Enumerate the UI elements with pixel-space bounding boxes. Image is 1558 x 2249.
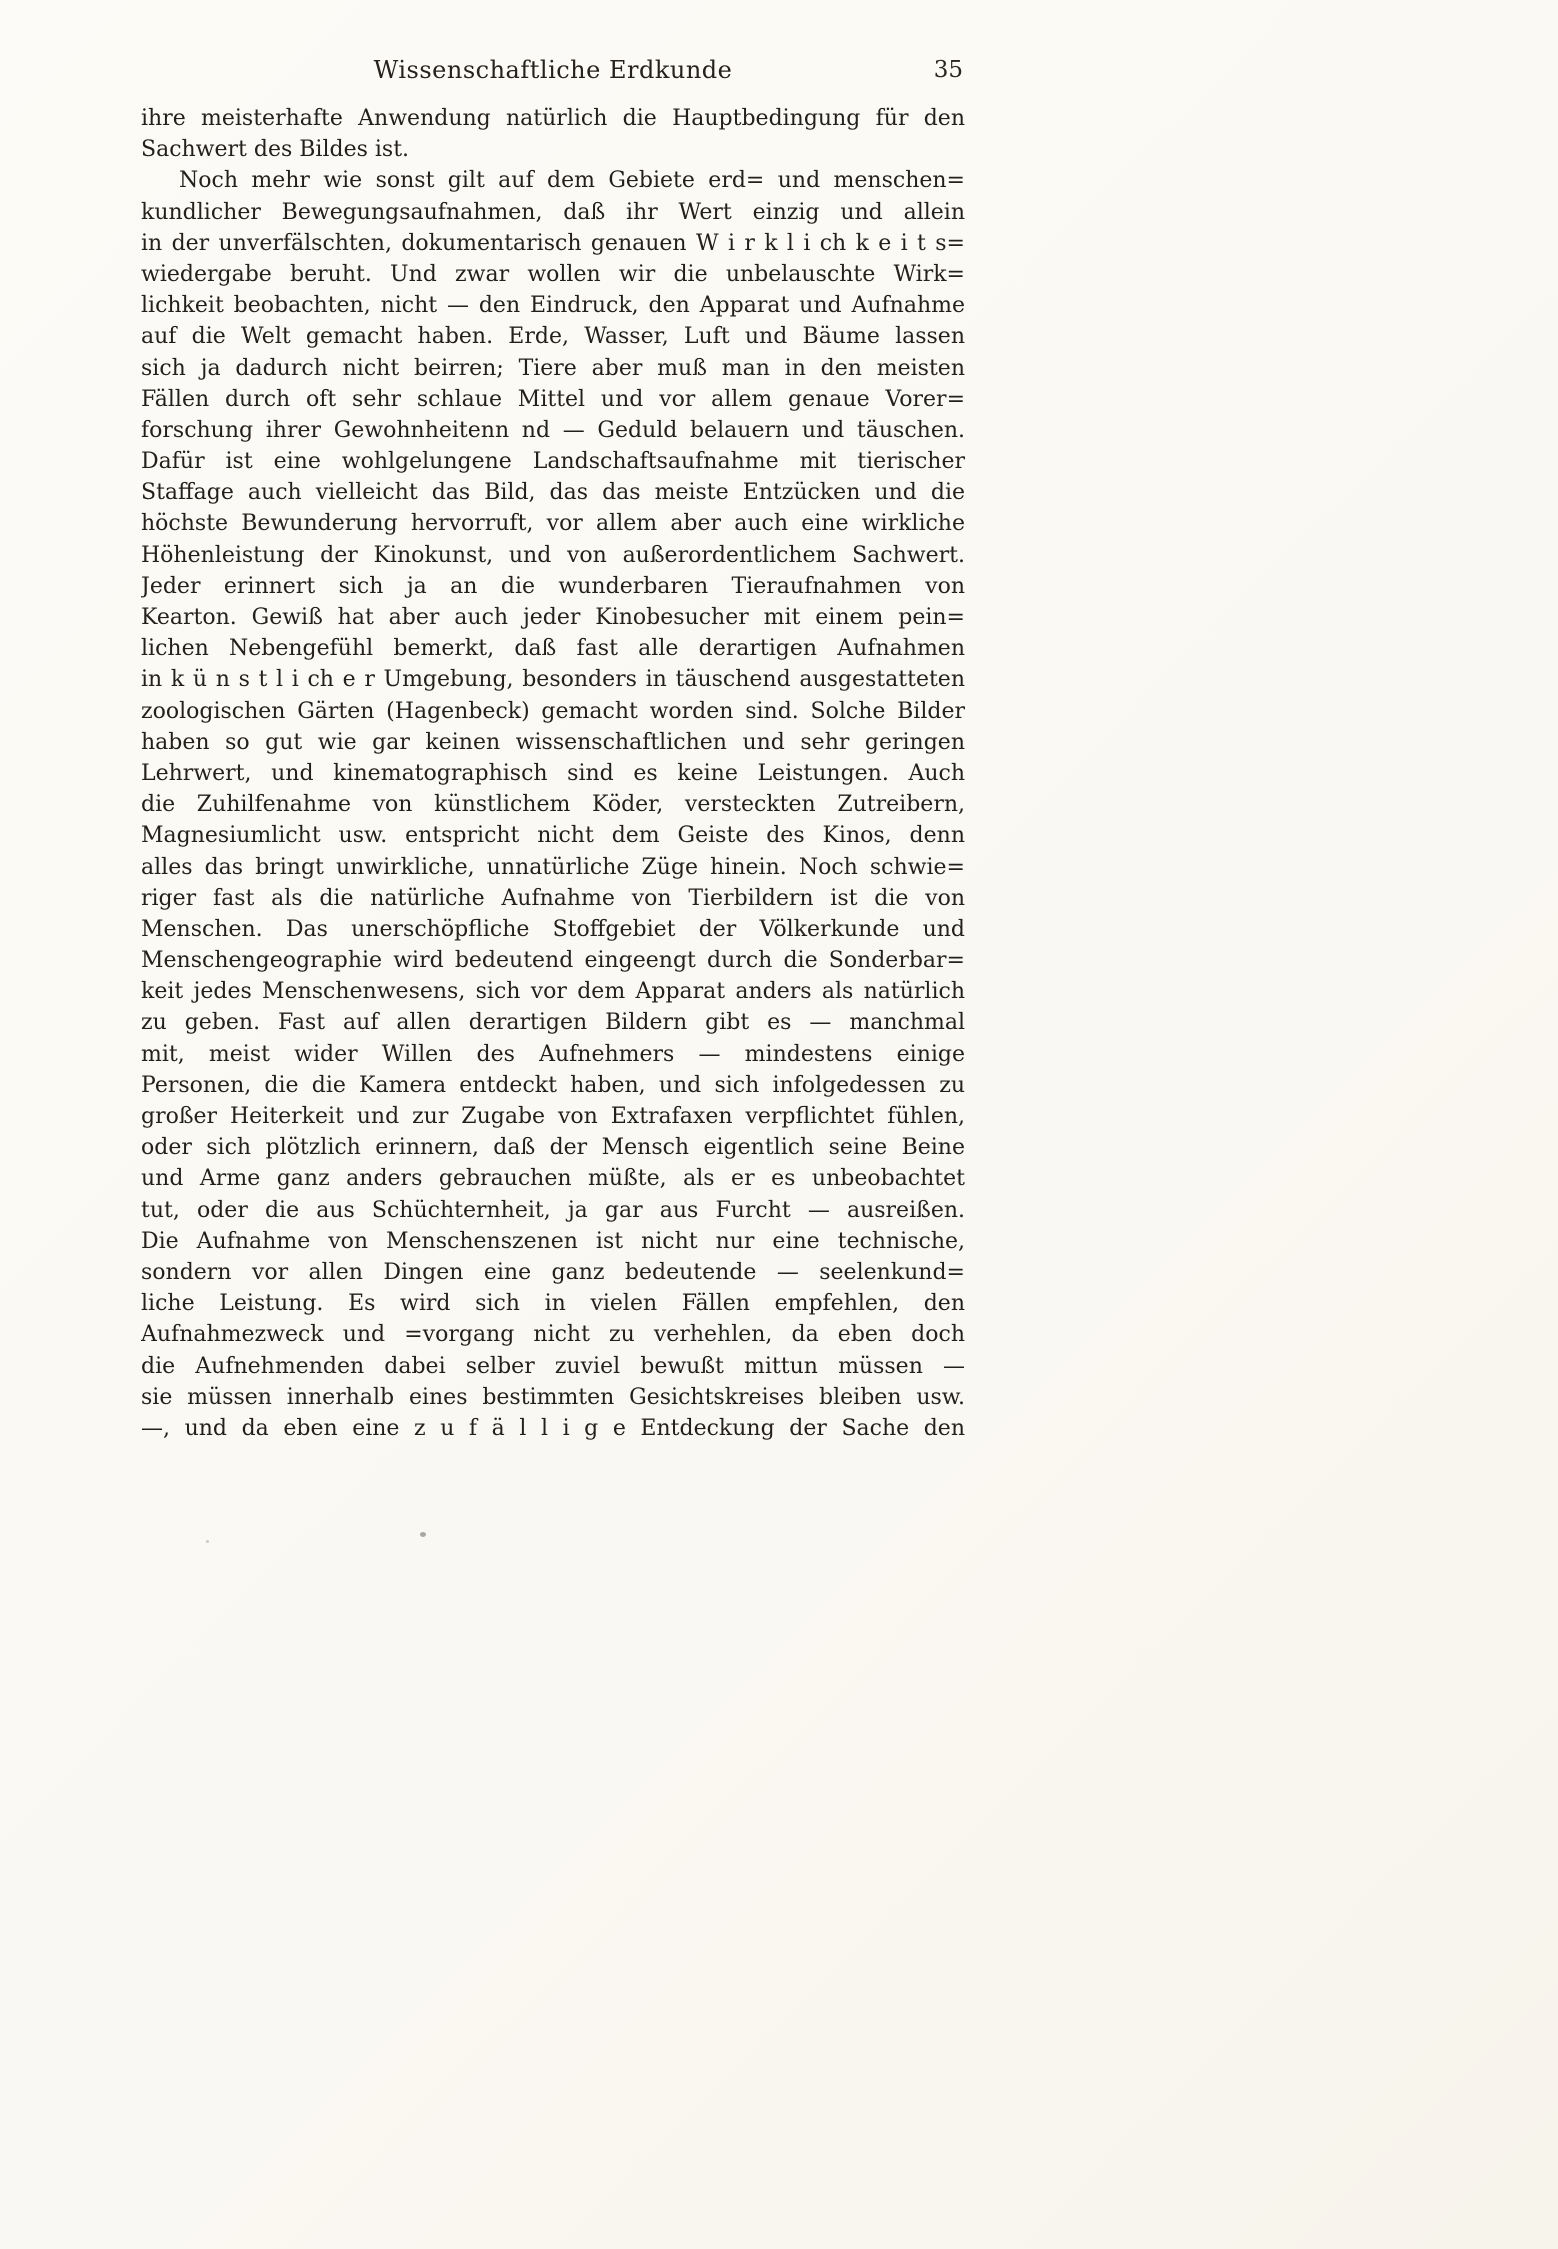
text-line: und Arme ganz anders gebrauchen müßte, als er es unbeobachtet <box>141 1166 965 1192</box>
text-line: forschung ihrer Gewohnheitenn nd — Geduld belauern und täuschen. <box>141 417 965 443</box>
text-line: lichen Nebengefühl bemerkt, daß fast alle derartigen Aufnahmen <box>141 636 965 662</box>
text-line: Jeder erinnert sich ja an die wunderbaren Tieraufnahmen von <box>141 573 965 599</box>
text-line: sich ja dadurch nicht beirren; Tiere aber muß man in den meisten <box>141 355 965 381</box>
text-line: kundlicher Bewegungsaufnahmen, daß ihr Wert einzig und allein <box>141 199 965 225</box>
text-line: haben so gut wie gar keinen wissenschaftlichen und sehr geringen <box>141 729 965 755</box>
text-line: in k ü n s t l i ch e r Umgebung, besonders in täuschend ausgestatteten <box>141 667 965 693</box>
text-line: zoologischen Gärten (Hagenbeck) gemacht worden sind. Solche Bilder <box>141 698 965 724</box>
page-number: 35 <box>933 57 963 83</box>
text-line: die Zuhilfenahme von künstlichem Köder, versteckten Zutreibern, <box>141 792 965 818</box>
text-line: mit, meist wider Willen des Aufnehmers — mindestens einige <box>141 1041 965 1067</box>
text-line: Fällen durch oft sehr schlaue Mittel und vor allem genaue Vorer= <box>141 386 965 412</box>
text-line: Dafür ist eine wohlgelungene Landschaftsaufnahme mit tierischer <box>141 449 965 475</box>
text-line: sondern vor allen Dingen eine ganz bedeutende — seelenkund= <box>141 1259 965 1285</box>
text-line: Kearton. Gewiß hat aber auch jeder Kinobesucher mit einem pein= <box>141 605 965 630</box>
text-line: Staffage auch vielleicht das Bild, das das meiste Entzücken und die <box>141 480 965 506</box>
text-line: lichkeit beobachten, nicht — den Eindruck, den Apparat und Aufnahme <box>141 293 965 319</box>
text-line: Personen, die die Kamera entdeckt haben, und sich infolgedessen zu <box>141 1072 965 1098</box>
text-line: auf die Welt gemacht haben. Erde, Wasser, Luft und Bäume lassen <box>141 324 965 350</box>
body-text <box>141 103 965 1444</box>
text-line: riger fast als die natürliche Aufnahme von Tierbildern ist die von <box>141 885 965 911</box>
text-line: Magnesiumlicht usw. entspricht nicht dem Geiste des Kinos, denn <box>141 823 965 849</box>
text-line: liche Leistung. Es wird sich in vielen Fällen empfehlen, den <box>141 1291 965 1317</box>
running-title: Wissenschaftliche Erdkunde <box>373 56 733 84</box>
text-line: alles das bringt unwirkliche, unnatürliche Züge hinein. Noch schwie= <box>141 854 965 880</box>
text-line: zu geben. Fast auf allen derartigen Bildern gibt es — manchmal <box>141 1010 965 1036</box>
text-line: Aufnahmezweck und =vorgang nicht zu verhehlen, da eben doch <box>141 1322 965 1348</box>
page-header <box>141 56 965 94</box>
scan-artifact-speck <box>420 1532 426 1537</box>
text-line: die Aufnehmenden dabei selber zuviel bewußt mittun müssen — <box>141 1353 965 1379</box>
text-line: Menschengeographie wird bedeutend eingeengt durch die Sonderbar= <box>141 948 965 974</box>
text-line: keit jedes Menschenwesens, sich vor dem Apparat anders als natürlich <box>141 979 965 1005</box>
text-line: ihre meisterhafte Anwendung natürlich die Hauptbedingung für den <box>141 106 965 131</box>
text-line: Sachwert des Bildes ist. <box>141 137 410 163</box>
text-line: —, und da eben eine z u f ä l l i g e Entdeckung der Sache den <box>141 1415 965 1441</box>
text-line: tut, oder die aus Schüchternheit, ja gar aus Furcht — ausreißen. <box>141 1197 965 1223</box>
text-line: sie müssen innerhalb eines bestimmten Gesichtskreises bleiben usw. <box>141 1384 965 1410</box>
text-line: Lehrwert, und kinematographisch sind es keine Leistungen. Auch <box>141 760 965 786</box>
text-line: Noch mehr wie sonst gilt auf dem Gebiete erd= und menschen= <box>179 168 965 194</box>
text-line: Die Aufnahme von Menschenszenen ist nicht nur eine technische, <box>141 1228 965 1254</box>
text-line: großer Heiterkeit und zur Zugabe von Extrafaxen verpflichtet fühlen, <box>141 1104 965 1129</box>
text-line: Menschen. Das unerschöpfliche Stoffgebiet der Völkerkunde und <box>141 916 965 942</box>
text-line: wiedergabe beruht. Und zwar wollen wir die unbelauschte Wirk= <box>141 261 965 287</box>
scan-artifact-speck <box>206 1540 209 1543</box>
text-block <box>141 56 965 1444</box>
text-line: in der unverfälschten, dokumentarisch genauen W i r k l i ch k e i t s= <box>141 230 965 256</box>
text-line: Höhenleistung der Kinokunst, und von außerordentlichem Sachwert. <box>141 542 965 568</box>
text-line: oder sich plötzlich erinnern, daß der Mensch eigentlich seine Beine <box>141 1135 965 1161</box>
text-line: höchste Bewunderung hervorruft, vor allem aber auch eine wirkliche <box>141 511 965 537</box>
